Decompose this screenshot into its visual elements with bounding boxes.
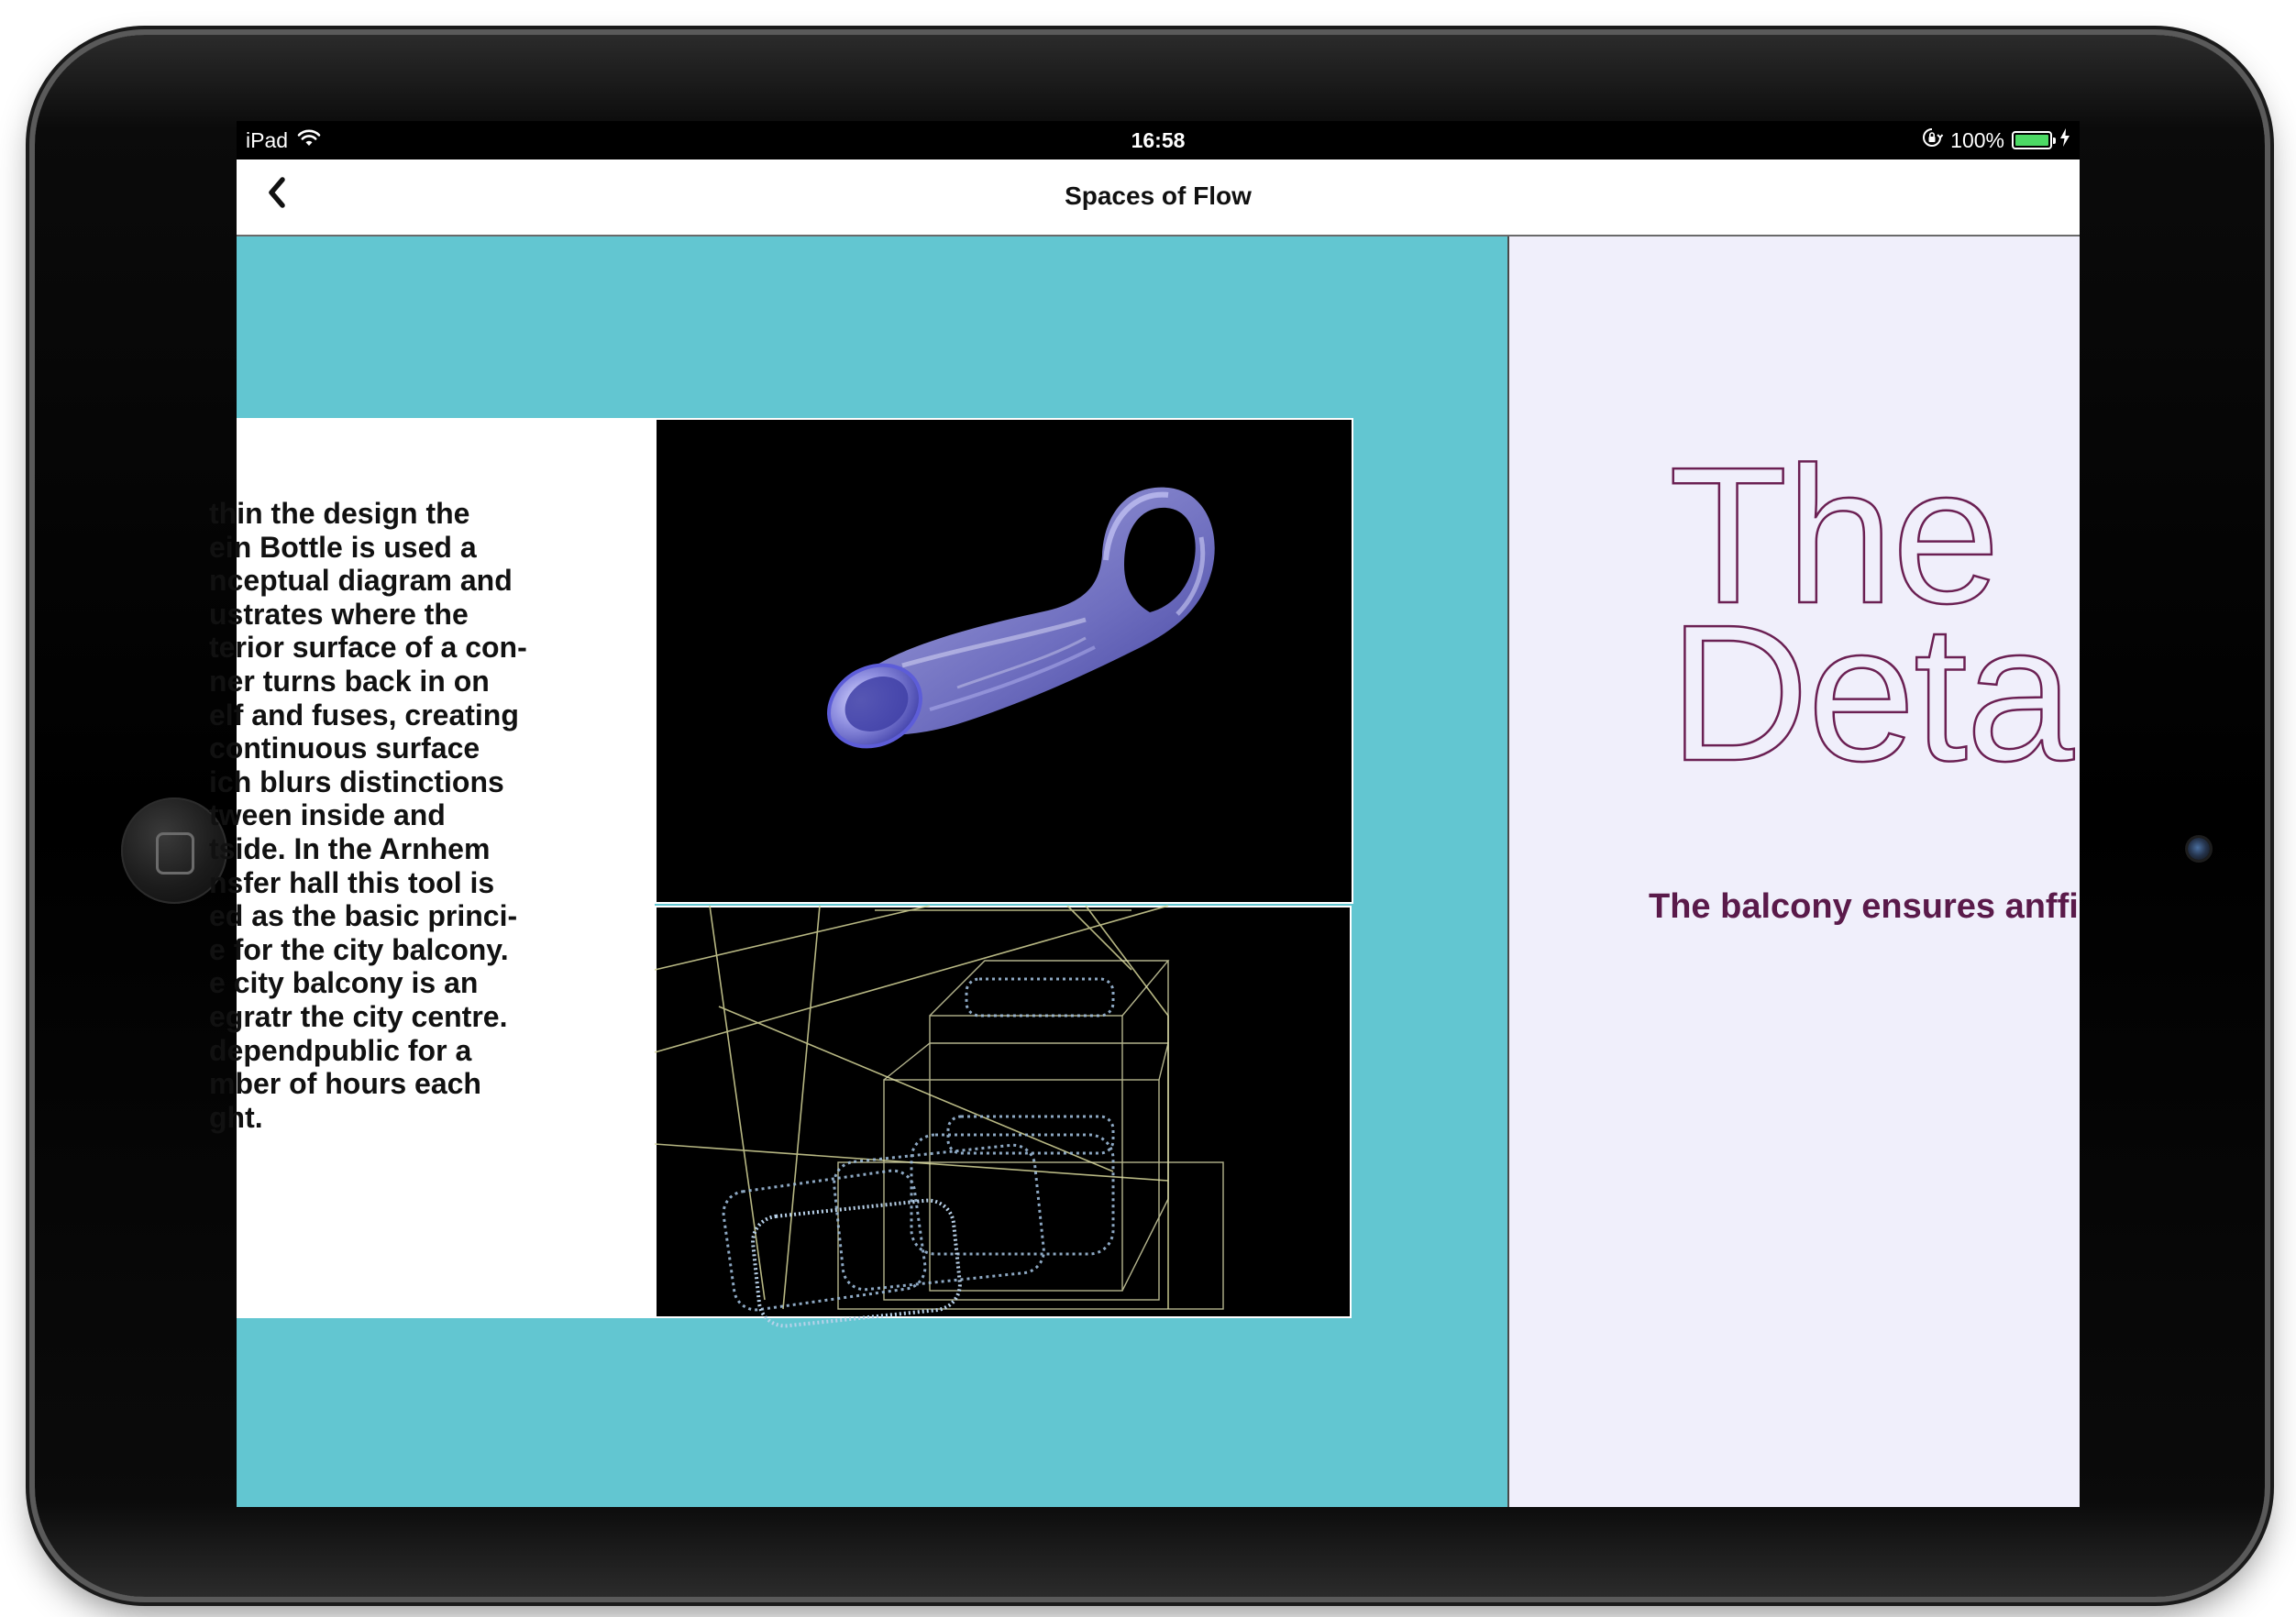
status-right — [1921, 126, 2070, 154]
left-page — [209, 236, 1507, 1507]
body-text: thin the design the ein Bottle is used a nceptual diagram and ustrates where the terior surface of a con- ner turns back in on elf and fuses, creating continuous surface ich blurs distinctions tween inside and tside. In the Arnhem nsfer hall this tool is ed as the basic princi- e for the city balcony. e city balcony is an egratr the city centre. dependpublic for a mber of hours each ght. — [209, 497, 527, 1134]
orientation-lock-icon — [1921, 126, 1943, 154]
klein-bottle-image — [655, 418, 1353, 904]
status-time: 16:58 — [1131, 128, 1186, 152]
nav-bar — [237, 160, 2080, 236]
battery-fill — [2015, 135, 2048, 146]
charging-bolt-icon — [2059, 127, 2070, 153]
screen — [209, 121, 2080, 1507]
outline-title: The Deta — [1669, 426, 2072, 801]
page-content[interactable] — [209, 236, 2080, 1507]
wireframe-image — [655, 906, 1352, 1318]
battery-percent: 100% — [1950, 127, 2004, 152]
battery-icon — [2012, 131, 2052, 149]
chevron-left-icon — [249, 210, 304, 226]
status-bar — [237, 121, 2080, 160]
battery-tip — [2053, 138, 2056, 144]
nav-title: Spaces of Flow — [1065, 182, 1252, 210]
right-page-subtitle: The balcony ensures anffi — [1649, 887, 2079, 926]
right-page — [1509, 236, 2080, 1507]
device-label: iPad — [246, 128, 289, 152]
home-square-icon — [156, 832, 194, 874]
front-camera — [2188, 838, 2210, 860]
text-card — [209, 418, 655, 1318]
